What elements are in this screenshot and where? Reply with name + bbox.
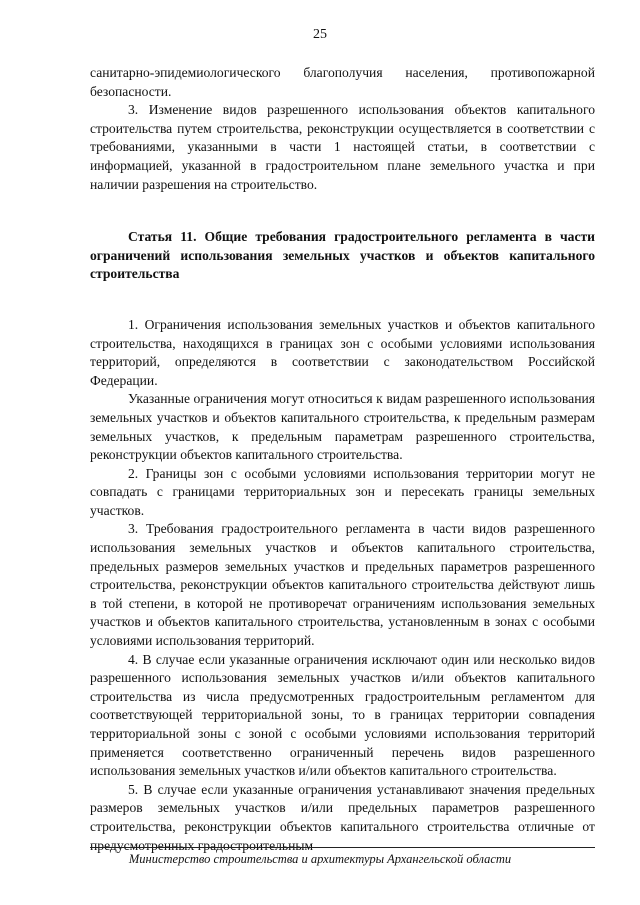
page-number: 25 (313, 27, 327, 42)
document-body (90, 64, 595, 855)
paragraph-restrictions: Указанные ограничения могут относиться к видам разрешенного использования земельных участков и объектов капитального строительства, к предельным размерам земельных участков, к предельным параметрам разрешенного строительства, реконструкции объектов капитального строительства. (90, 391, 595, 463)
paragraph-item-3: 3. Требования градостроительного регламента в части видов разрешенного использования земельных участков и объектов капитального строительства, предельных размеров земельных участков и предельных параметров разрешенного строительства, реконструкции объектов капитального строительства действуют лишь в той степени, в которой не противоречат ограничениям использования земельных участков и объектов капитального строительства, установленным в зонах с особыми условиями использования территорий. (90, 521, 595, 649)
paragraph-item-1: 1. Ограничения использования земельных участков и объектов капитального строительства, находящихся в границах зон с особыми условиями использования территорий, определяются в соответствии с законодательством Российской Федерации. (90, 316, 595, 388)
paragraph-item-2: 2. Границы зон с особыми условиями использования территории могут не совпадать с границами территориальных зон и пересекать границы земельных участков. (90, 465, 595, 518)
paragraph-continuation: санитарно-эпидемиологического благополучия населения, противопожарной безопасности. (90, 65, 595, 99)
paragraph-item-3-change-use: 3. Изменение видов разрешенного использования объектов капитального строительства путем строительства, реконструкции осуществляется в соответствии с требованиями, указанными в части 1 настоящей статьи, в соответствии с информацией, указанной в градостроительном плане земельного участка и при наличии разрешения на строительство. (90, 102, 595, 192)
paragraph-item-4: 4. В случае если указанные ограничения исключают один или несколько видов разрешенного использования земельных участков и/или объектов капитального строительства из числа предусмотренных градостроительным регламентом для соответствующей территориальной зоны, то в границах территории совпадения территориальной зоны с зоной с особыми условиями использования территорий применяется соответственно ограниченный перечень видов разрешенного использования земельных участков и/или объектов капитального строительства. (90, 651, 595, 779)
footer-divider (90, 847, 595, 848)
paragraph-item-5: 5. В случае если указанные ограничения устанавливают значения предельных размеров земельных участков и/или предельных параметров разрешенного строительства, реконструкции объектов капитального строительства отличные от предусмотренных градостроительным (90, 781, 595, 853)
page-footer: Министерство строительства и архитектуры Архангельской области (128, 852, 512, 866)
article-heading: Статья 11. Общие требования градостроительного регламента в части ограничений использования земельных участков и объектов капитального строительства (90, 229, 595, 282)
